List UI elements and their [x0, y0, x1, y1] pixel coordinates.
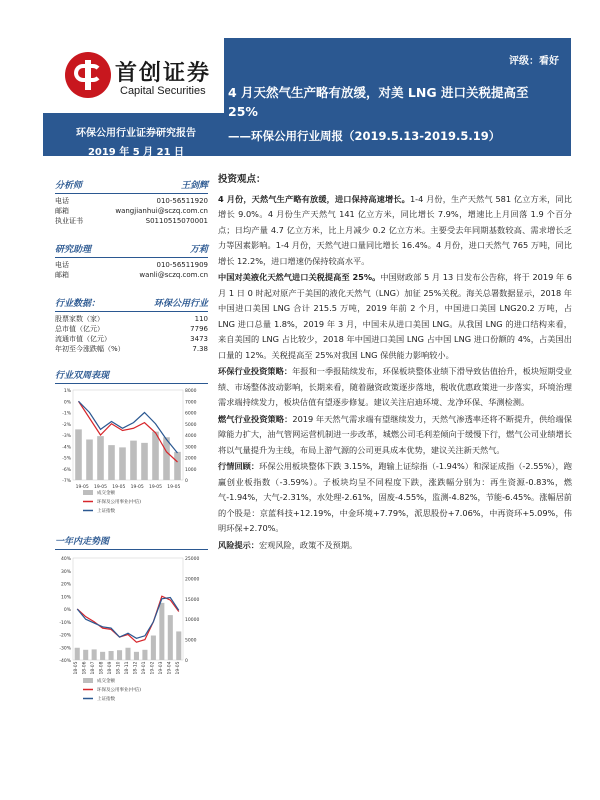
right-axis-tick-label: 4000: [185, 434, 197, 439]
volume-bar: [92, 649, 97, 660]
volume-bar: [163, 437, 170, 480]
legend-swatch: [83, 678, 93, 683]
paragraph-text: 2019 年天然气需求端有望继续发力，天然气渗透率还将不断提升，供给端保障能力扩大，油气管网运营机制进一步改革，城燃公司毛利差倾向于缓慢下行，燃气公司业绩增长将以气量提升为主线，布局上游气源的公司更具成本优势，建议关注新天然气。: [218, 413, 572, 455]
logo-chinese-name: 首创证券: [115, 60, 212, 86]
assistant-label: 研究助理: [55, 245, 92, 255]
industry-row-key: 流通市值（亿元）: [55, 335, 111, 343]
left-axis-tick-label: 40%: [60, 557, 71, 562]
right-axis-tick-label: 25000: [185, 557, 200, 562]
x-axis-tick-label: 18-06: [82, 661, 88, 675]
analyst-row-key: 电话: [55, 197, 69, 205]
report-title: 4 月天然气生产略有放缓，对美 LNG 进口关税提高至 25%: [228, 85, 529, 119]
right-axis-tick-label: 6000: [185, 411, 197, 417]
industry-data-label: 行业数据：: [55, 299, 101, 309]
paragraph-market-review: [218, 459, 572, 537]
analyst-row: [55, 206, 208, 216]
paragraph-lead: 燃气行业投资策略：: [218, 413, 293, 424]
volume-bar: [100, 652, 105, 660]
analyst-row: [55, 216, 208, 226]
right-axis-tick-label: 20000: [185, 577, 200, 583]
x-axis-tick-label: 19-03: [158, 661, 164, 675]
volume-bar: [83, 650, 88, 660]
right-axis-tick-label: 15000: [185, 597, 200, 603]
industry-row-key: 股票家数（家）: [55, 315, 104, 323]
legend-label: 成交金额: [97, 679, 115, 684]
right-axis-tick-label: 0: [185, 659, 188, 664]
logo-english-name: Capital Securities: [120, 85, 206, 97]
x-axis-tick-label: 18-07: [91, 661, 97, 675]
x-axis-tick-label: 19-05: [112, 485, 126, 490]
x-axis-tick-label: 19-05: [148, 485, 163, 490]
analyst-email-link[interactable]: wangjianhui@sczq.com.cn: [115, 207, 208, 215]
assistant-row-key: 电话: [55, 261, 69, 269]
left-axis-tick-label: -10%: [59, 620, 71, 626]
assistant-row-key: 邮箱: [55, 271, 69, 279]
x-axis-tick-label: 19-05: [130, 485, 144, 490]
assistant-header: [55, 242, 208, 258]
paragraph-gas-production: [218, 192, 572, 270]
volume-bar: [97, 436, 104, 480]
x-axis-tick-label: 18-08: [99, 661, 105, 675]
volume-bar: [86, 440, 93, 481]
report-subtitle: ——环保公用行业周报（2019.5.13-2019.5.19）: [228, 129, 501, 143]
chart1-title: 行业双周表现: [55, 368, 208, 384]
volume-bar: [117, 650, 122, 660]
right-axis-tick-label: 5000: [185, 638, 197, 644]
volume-bar: [176, 631, 181, 660]
x-axis-tick-label: 19-01: [141, 661, 147, 675]
left-axis-tick-label: -30%: [59, 646, 71, 652]
chart2-title: 一年内走势图: [55, 534, 208, 550]
industry-row-key: 年初至今涨跌幅（%）: [55, 345, 125, 353]
paragraph-text: 宏观风险，政策不及预期。: [258, 539, 358, 550]
assistant-row: [55, 260, 208, 270]
x-axis-tick-label: 19-02: [150, 661, 156, 675]
paragraph-lead: 4 月份，天然气生产略有放缓，进口保持高速增长。: [218, 193, 410, 204]
legend-label: 环保及公用事业(中信): [97, 688, 142, 693]
industry-row-value: 3473: [190, 335, 208, 343]
volume-bar: [119, 447, 126, 480]
right-axis-tick-label: 0: [185, 479, 188, 484]
analyst-row-value: S0110515070001: [145, 217, 208, 225]
biweekly-performance-chart: [55, 384, 208, 524]
left-axis-tick-label: -20%: [59, 633, 71, 639]
analyst-row-key: 邮箱: [55, 207, 69, 215]
plot-area: [73, 558, 183, 660]
left-axis-tick-label: -1%: [62, 411, 71, 417]
x-axis-tick-label: 18-11: [125, 661, 130, 675]
paragraph-lng-tariff: [218, 270, 572, 363]
report-header: [43, 38, 571, 156]
right-axis-tick-label: 2000: [185, 456, 197, 462]
paragraph-lead: 风险提示：: [218, 539, 259, 550]
left-axis-tick-label: 0%: [63, 400, 71, 406]
one-year-trend-chart: [55, 550, 208, 725]
industry-row: [55, 324, 208, 334]
industry-row: [55, 344, 208, 354]
industry-name: 环保公用行业: [153, 299, 208, 309]
volume-bar: [159, 603, 164, 660]
industry-series-line: [79, 401, 178, 462]
paragraph-environmental-strategy: [218, 364, 572, 411]
main-content: [218, 172, 572, 554]
left-axis-tick-label: -5%: [62, 456, 71, 462]
paragraph-lead: 环保行业投资策略：: [218, 366, 293, 376]
legend-label: 成交金额: [97, 491, 115, 496]
volume-bar: [130, 441, 137, 480]
sidebar: [55, 178, 208, 727]
volume-bar: [75, 429, 82, 480]
legend-label: 环保及公用事业(中信): [97, 500, 142, 505]
right-axis-tick-label: 1000: [185, 467, 197, 473]
paragraph-lead: 中国对美液化天然气进口关税提高至 25%。: [218, 272, 381, 282]
assistant-name: 万莉: [189, 245, 208, 255]
x-axis-tick-label: 18-05: [74, 661, 80, 675]
right-axis-tick-label: 7000: [185, 400, 197, 406]
x-axis-tick-label: 19-05: [167, 485, 181, 490]
x-axis-tick-label: 18-12: [133, 661, 139, 675]
x-axis-tick-label: 19-05: [75, 485, 89, 490]
industry-row-key: 总市值（亿元）: [55, 325, 104, 333]
analyst-row-value: 010-56511920: [156, 197, 208, 205]
volume-bar: [168, 615, 173, 660]
analyst-label: 分析师: [55, 181, 83, 191]
left-axis-tick-label: -6%: [62, 467, 71, 473]
x-axis-tick-label: 18-10: [116, 661, 122, 675]
analyst-row: [55, 196, 208, 206]
volume-bar: [134, 652, 139, 660]
paragraph-text: 年报和一季报陆续发布，环保板块整体业绩下滑导致估值抬升，板块短期受业绩、市场整体波动影响，长期来看，随着融资政策逐步落地，税收优惠政策进一步落实，环境治理需求端持续发力，板块估值有望逐步修复。建议关注启迪环境、龙净环保、华测检测。: [218, 366, 572, 407]
report-date: 2019 年 5 月 21 日: [87, 147, 185, 158]
volume-bar: [151, 636, 156, 660]
left-axis-tick-label: -4%: [62, 445, 71, 451]
left-axis-tick-label: 0%: [63, 608, 71, 613]
x-axis-tick-label: 19-04: [167, 661, 173, 675]
x-axis-tick-label: 18-09: [108, 661, 114, 675]
left-axis-tick-label: -7%: [62, 479, 71, 484]
left-axis-tick-label: 30%: [60, 569, 71, 575]
paragraph-gas-strategy: [218, 412, 572, 459]
legend-swatch: [83, 490, 93, 495]
assistant-row-value: 010-56511909: [156, 261, 208, 269]
volume-bar: [75, 648, 80, 660]
paragraph-risk: [218, 538, 572, 554]
left-axis-tick-label: 20%: [60, 582, 71, 588]
analyst-row-key: 执业证书: [55, 217, 83, 225]
volume-bar: [109, 651, 114, 660]
rating-badge: 评级：看好: [509, 56, 559, 67]
volume-bar: [108, 445, 115, 480]
industry-row: [55, 314, 208, 324]
assistant-email-link[interactable]: wanli@sczq.com.cn: [139, 271, 208, 279]
right-axis-tick-label: 8000: [185, 389, 197, 394]
paragraph-lead: 行情回顾：: [218, 461, 260, 471]
analyst-header: [55, 178, 208, 194]
volume-bar: [141, 443, 148, 480]
right-axis-tick-label: 3000: [185, 445, 197, 451]
report-type: 环保公用行业证券研究报告: [76, 128, 196, 139]
legend-label: 上证指数: [97, 509, 115, 514]
volume-bar: [174, 452, 181, 480]
investment-views-heading: 投资观点：: [218, 174, 266, 185]
analyst-name: 王剑辉: [180, 181, 208, 191]
industry-data-header: [55, 296, 208, 312]
left-axis-tick-label: -3%: [62, 434, 71, 439]
paragraph-text: 1-4 月份，生产天然气 581 亿立方米，同比增长 9.0%。4 月份生产天然气 141 亿立方米，同比增长 7.9%，增速比上月回落 1.9 个百分点；日均产量 4.7 亿立方米，比上月减少 0.2 亿立方米。主要受去年同期基数较高、需求增长乏力等因素影响。1-4 月份，天然气进口量同比增长 16.4%。4 月份，进口天然气 765 万吨，同比增长 12.2%，进口增速仍保持较高水平。: [218, 193, 572, 266]
logo: [43, 38, 224, 113]
x-axis-tick-label: 19-05: [175, 661, 181, 675]
left-axis-tick-label: 10%: [60, 595, 71, 601]
assistant-row: [55, 270, 208, 280]
left-axis-tick-label: 1%: [63, 389, 71, 394]
paragraph-text: 中国财政部 5 月 13 日发布公告称，将于 2019 年 6 月 1 日 0 时起对原产于美国的液化天然气（LNG）加征 25%关税。海关总署数据显示，2018 年中国进口美国 LNG 合计 215.5 万吨，2019 年前 2 个月，中国进口美国 LNG20.2 万吨，占 LNG 进口总量 1.8%，2019 年 3 月，中国未从进口美国 LNG。从我国 LNG 的进口结构来看，来自美国的 LNG 占比较少，2018 年中国进口美国 LNG 占中国 LNG 进口份额的 4%，占美国出口量的 12%。关税提高至 25%对我国 LNG 保供能力影响较小。: [218, 272, 572, 360]
industry-row-value: 7796: [190, 325, 208, 333]
right-axis-tick-label: 5000: [185, 422, 197, 428]
x-axis-tick-label: 19-05: [93, 485, 108, 490]
left-axis-tick-label: -2%: [62, 422, 71, 428]
volume-bar: [125, 648, 130, 660]
paragraph-text: 环保公用板块整体下跌 3.15%，跑输上证综指（-1.94%）和深证成指（-2.55%），跑赢创业板指数（-3.59%）。子板块均呈不同程度下跌，涨跌幅分别为：再生资源-0.83%，燃气-1.94%，大气-2.31%，水处理-2.61%，固废-4.55%，监测-4.82%，节能-6.45%。涨幅居前的个股是：京蓝科技+12.19%，中金环境+7.79%，派思股份+7.06%，中再资环+5.09%，伟明环保+2.70%。: [218, 461, 572, 533]
industry-row-value: 110: [194, 315, 208, 323]
volume-bar: [142, 650, 147, 660]
left-axis-tick-label: -40%: [59, 659, 71, 664]
industry-row-value: 7.38: [192, 345, 208, 353]
capital-securities-emblem-icon: [65, 52, 111, 98]
industry-row: [55, 334, 208, 344]
volume-bar: [152, 432, 159, 480]
legend-label: 上证指数: [97, 697, 115, 702]
right-axis-tick-label: 10000: [185, 618, 200, 624]
